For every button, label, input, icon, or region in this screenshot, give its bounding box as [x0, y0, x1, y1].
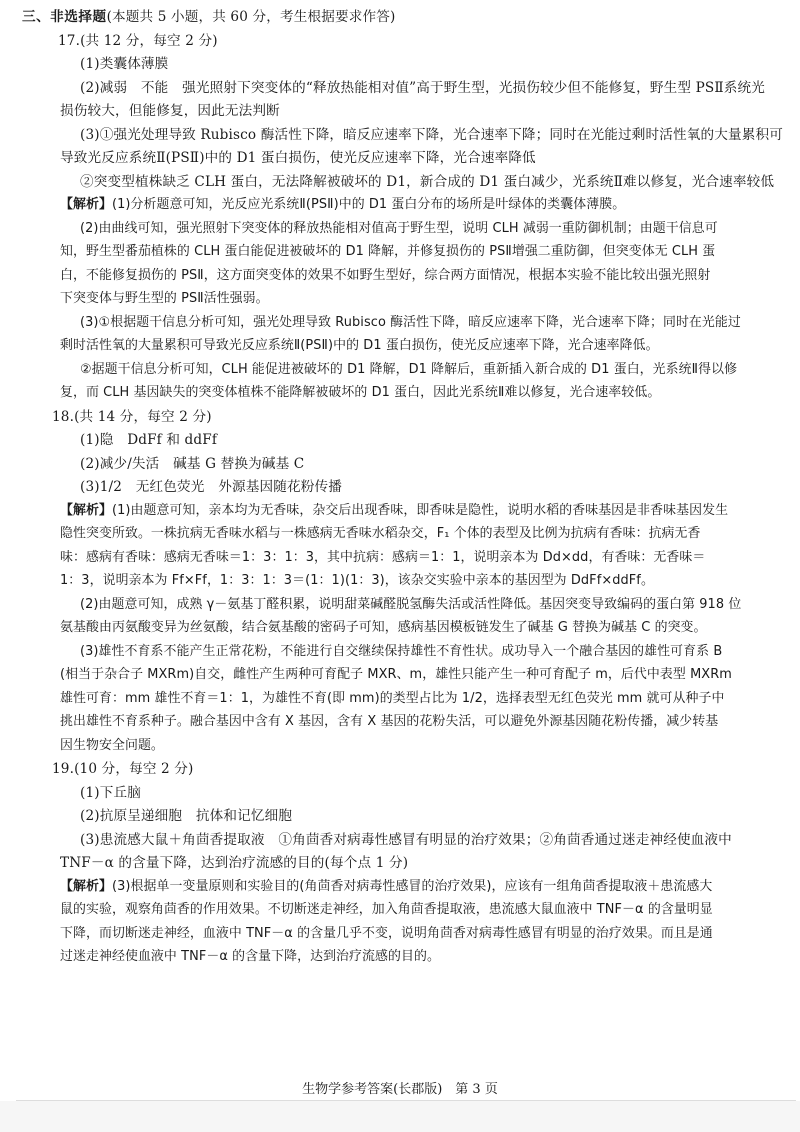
- q17-answer-3-line-2: 导致光反应系统Ⅱ(PSⅡ)中的 D1 蛋白损伤，使光反应速率下降，光合速率降低: [60, 150, 536, 166]
- q18-explanation-3-line-1: (3)雄性不育系不能产生正常花粉，不能进行自交继续保持雄性不育性状。成功导入一个融合基因的雄性可育系 B: [80, 643, 723, 659]
- q19-answer-3-line-2: TNF－α 的含量下降，达到治疗流感的目的(每个点 1 分): [60, 855, 409, 871]
- page-content: [22, 8, 787, 972]
- q18-explanation-2-line-1: (2)由题意可知，成熟 γ－氨基丁醛积累，说明甜菜碱醛脱氢酶失活或活性降低。基因突变导致编码的蛋白第 918 位: [80, 596, 742, 612]
- q19-explanation-1-line-1-text: (3)根据单一变量原则和实验目的(角茴香对病毒性感冒的治疗效果)，应该有一组角茴香提取液＋患流感大: [111, 878, 713, 894]
- q18-answer-3: (3)1/2 无红色荧光 外源基因随花粉传播: [80, 479, 342, 495]
- section-note: (本题共 5 小题，共 60 分，考生根据要求作答): [106, 9, 396, 25]
- q17-answer-2-line-1: (2)减弱 不能 强光照射下突变体的“释放热能相对值”高于野生型，光损伤较少但不能修复，野生型 PSⅡ系统光: [80, 79, 765, 96]
- q18-explanation-3-line-3: 雄性可育：mm 雄性不育＝1：1，为雄性不育(即 mm)的类型占比为 1/2，选择表型无红色荧光 mm 就可从种子中: [60, 690, 725, 706]
- q19-explanation-1-line-2: 鼠的实验，观察角茴香的作用效果。不切断迷走神经，加入角茴香提取液，患流感大鼠血液中 TNF－α 的含量明显: [60, 902, 713, 917]
- q18-explanation-1-line-1: [60, 502, 787, 520]
- page-footer: 生物学参考答案(长郡版) 第 3 页: [302, 1082, 498, 1097]
- q17-answer-3-line-3: ②突变型植株缺乏 CLH 蛋白，无法降解被破坏的 D1，新合成的 D1 蛋白减少，光系统Ⅱ难以修复，光合速率较低: [80, 173, 775, 190]
- q18-explanation-3-line-2: (相当于杂合子 MXRm)自交，雌性产生两种可育配子 MXR、m，雄性只能产生一种可育配子 m，后代中表型 MXRm: [60, 667, 732, 682]
- section-title: 三、非选择题: [22, 9, 107, 25]
- q18-answer-2: (2)减少/失活 碱基 G 替换为碱基 C: [80, 455, 305, 472]
- q18-explanation-1-line-3: 味：感病有香味：感病无香味＝1：3：1：3，其中抗病：感病＝1：1，说明亲本为 Dd×dd，有香味：无香味＝: [60, 549, 706, 565]
- q18-header: 18.(共 14 分，每空 2 分): [52, 408, 212, 425]
- q19-answer-3-line-1: (3)患流感大鼠＋角茴香提取液 ①角茴香对病毒性感冒有明显的治疗效果；②角茴香通过迷走神经使血液中: [80, 831, 732, 848]
- q19-header: 19.(10 分，每空 2 分): [52, 761, 194, 777]
- q17-explanation-3-line-1: (3)①根据题干信息分析可知，强光处理导致 Rubisco 酶活性下降，暗反应速率下降，光合速率下降；同时在光能过: [80, 314, 741, 330]
- q19-explanation-1-line-3: 下降，而切断迷走神经，血液中 TNF－α 的含量几乎不变，说明角茴香对病毒性感冒有明显的治疗效果。而且是通: [60, 925, 713, 941]
- q18-explanation-1-line-2: 隐性突变所致。一株抗病无香味水稻与一株感病无香味水稻杂交，F₁ 个体的表型及比例为抗病有香味：抗病无香: [60, 526, 701, 541]
- q17-explanation-1: [60, 196, 787, 214]
- q17-explanation-4-line-1: ②据题干信息分析可知，CLH 能促进被破坏的 D1 降解，D1 降解后，重新插入新合成的 D1 蛋白，光系统Ⅱ得以修: [80, 361, 738, 377]
- q18-explanation-2-line-2: 氨基酸由丙氨酸变异为丝氨酸，结合氨基酸的密码子可知，感病基因模板链发生了碱基 G 替换为碱基 C 的突变。: [60, 620, 707, 635]
- q18-explanation-3-line-5: 因生物安全问题。: [60, 737, 164, 753]
- q19-explanation-1-line-4: 过迷走神经使血液中 TNF－α 的含量下降，达到治疗流感的目的。: [60, 949, 440, 964]
- q17-explanation-2-line-3: 白，不能修复损伤的 PSⅡ，这方面突变体的效果不如野生型好，综合两方面情况，根据本实验不能比较出强光照射: [60, 267, 711, 283]
- q19-answer-1: (1)下丘脑: [80, 784, 141, 801]
- q17-explanation-1-text: (1)分析题意可知，光反应光系统Ⅱ(PSⅡ)中的 D1 蛋白分布的场所是叶绿体的类囊体薄膜。: [111, 197, 626, 212]
- q17-explanation-2-line-4: 下突变体与野生型的 PSⅡ活性强弱。: [60, 291, 269, 306]
- q18-explanation-tag: 【解析】: [60, 502, 112, 518]
- q19-answer-2: (2)抗原呈递细胞 抗体和记忆细胞: [80, 808, 293, 824]
- q17-answer-1: (1)类囊体薄膜: [80, 56, 169, 72]
- page-bottom-margin: [0, 1101, 800, 1132]
- q18-explanation-1-line-4: 1：3，说明亲本为 Ff×Ff，1：3：1：3＝(1：1)(1：3)，该杂交实验中亲本的基因型为 DdFf×ddFf。: [60, 573, 654, 588]
- q17-header: 17.(共 12 分，每空 2 分): [58, 32, 218, 49]
- q17-explanation-tag: 【解析】: [60, 197, 112, 212]
- q17-explanation-3-line-2: 剩时活性氧的大量累积可导致光反应系统Ⅱ(PSⅡ)中的 D1 蛋白损伤，使光反应速率下降，光合速率降低。: [60, 338, 659, 353]
- q17-answer-2-line-2: 损伤较大，但能修复，因此无法判断: [60, 103, 280, 119]
- q19-explanation-1-line-1: [60, 878, 787, 896]
- q17-explanation-2-line-1: (2)由曲线可知，强光照射下突变体的释放热能相对值高于野生型，说明 CLH 减弱一重防御机制；由题干信息可: [80, 220, 718, 236]
- q17-explanation-4-line-2: 复，而 CLH 基因缺失的突变体植株不能降解被破坏的 D1 蛋白，因此光系统Ⅱ难以修复，光合速率较低。: [60, 385, 661, 400]
- q17-explanation-2-line-2: 知，野生型番茄植株的 CLH 蛋白能促进被破坏的 D1 降解，并修复损伤的 PSⅡ增强二重防御，但突变体无 CLH 蛋: [60, 244, 716, 259]
- q19-explanation-tag: 【解析】: [60, 878, 112, 894]
- q18-answer-1: (1)隐 DdFf 和 ddFf: [80, 432, 218, 448]
- section-heading: [22, 8, 787, 26]
- q18-explanation-1-line-1-text: (1)由题意可知，亲本均为无香味，杂交后出现香味，即香味是隐性，说明水稻的香味基因是非香味基因发生: [111, 502, 729, 518]
- q18-explanation-3-line-4: 挑出雄性不育系种子。融合基因中含有 X 基因，含有 X 基因的花粉失活，可以避免外源基因随花粉传播，减少转基: [60, 714, 719, 729]
- q17-answer-3-line-1: (3)①强光处理导致 Rubisco 酶活性下降，暗反应速率下降，光合速率下降；同时在光能过剩时活性氧的大量累积可: [80, 126, 783, 143]
